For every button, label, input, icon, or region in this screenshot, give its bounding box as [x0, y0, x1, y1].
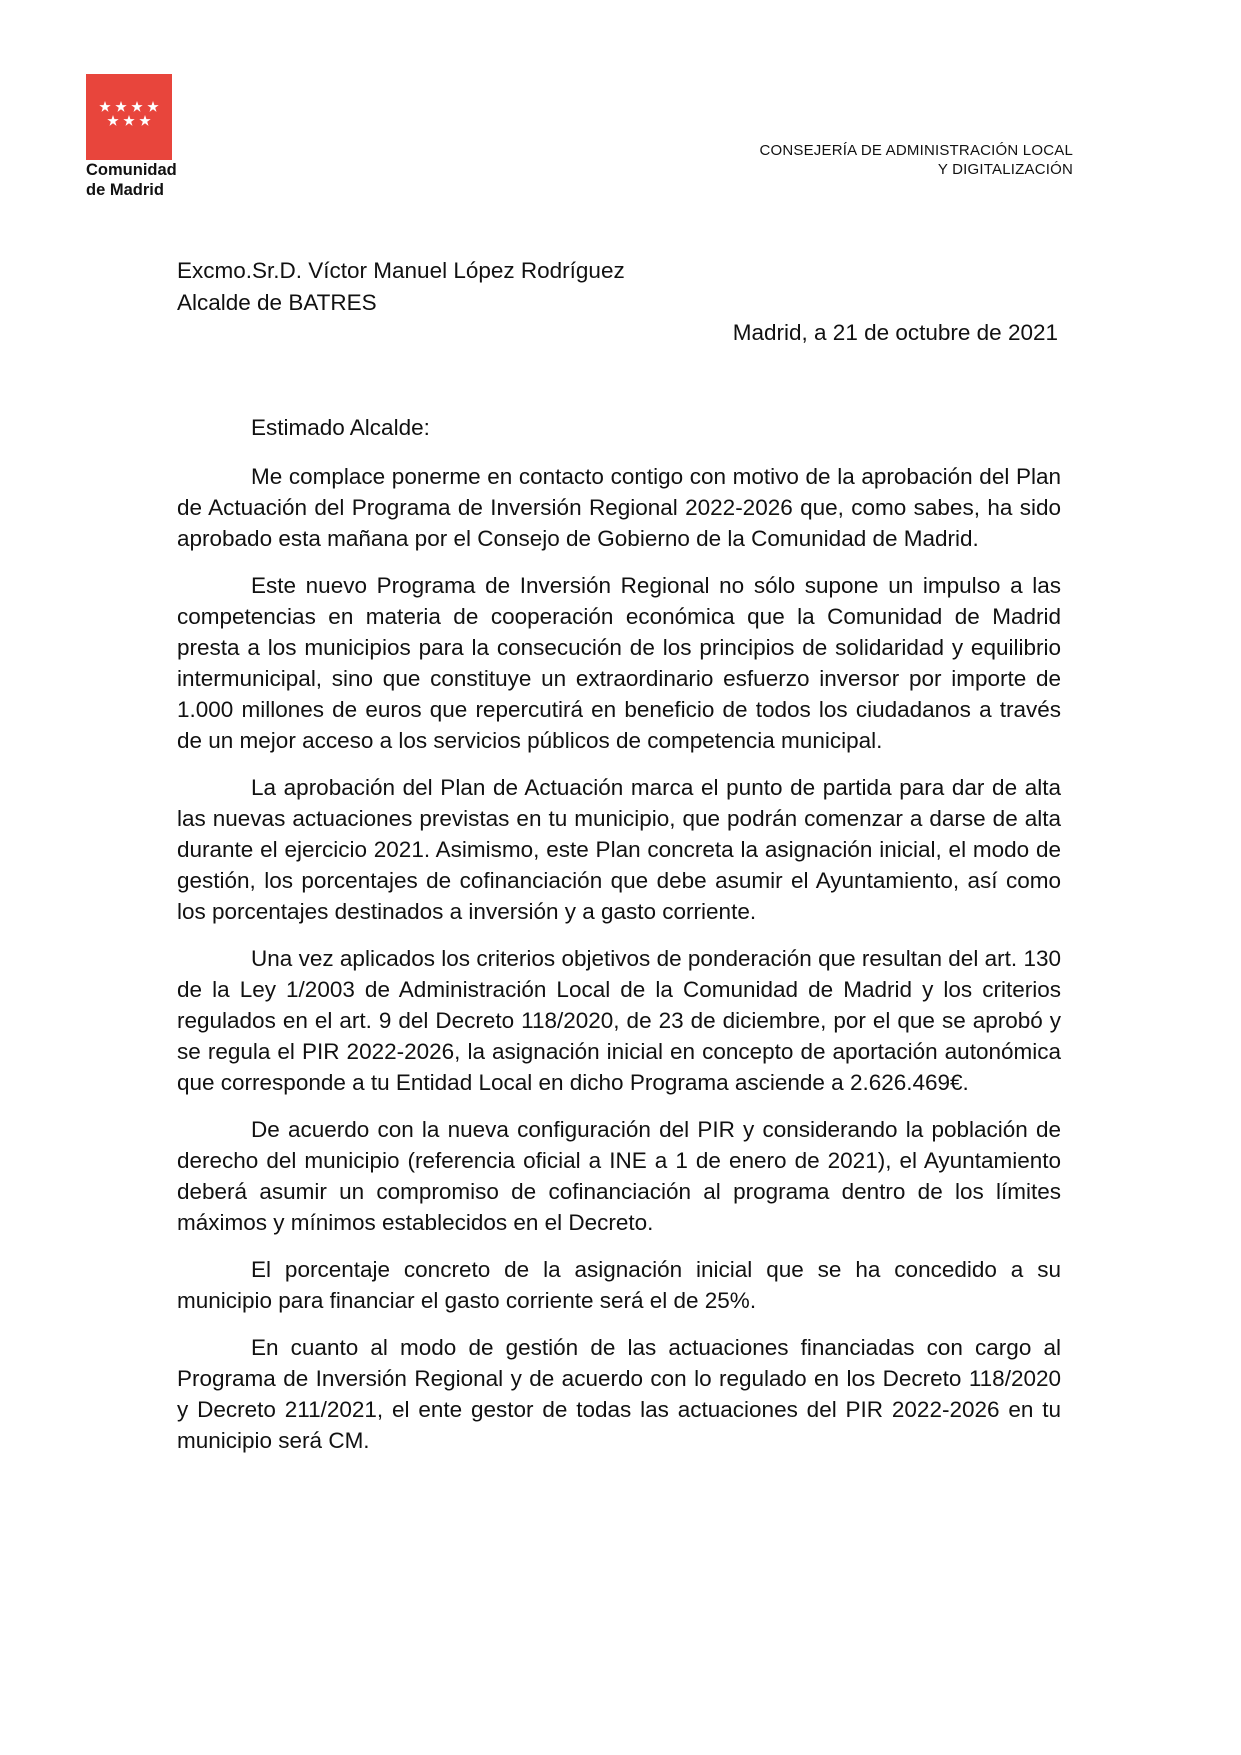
department-header — [759, 141, 1073, 179]
recipient-title: Alcalde de BATRES — [177, 290, 377, 315]
paragraph-2: Este nuevo Programa de Inversión Regional no sólo supone un impulso a las competencias en materia de cooperación económica que la Comunidad de Madrid presta a los municipios para la consecución de los principios de solidaridad y equilibrio intermunicipal, sino que constituye un extraordinario esfuerzo inversor por importe de 1.000 millones de euros que repercutirá en beneficio de todos los ciudadanos a través de un mejor acceso a los servicios públicos de competencia municipal. — [177, 573, 1061, 753]
recipient-block — [177, 255, 625, 319]
paragraph-3: La aprobación del Plan de Actuación marca el punto de partida para dar de alta las nuevas actuaciones previstas en tu municipio, que podrán comenzar a darse de alta durante el ejercicio 2021. Asimismo, este Plan concreta la asignación inicial, el modo de gestión, los porcentajes de cofinanciación que debe asumir el Ayuntamiento, así como los porcentajes destinados a inversión y a gasto corriente. — [177, 775, 1061, 924]
paragraph-4: Una vez aplicados los criterios objetivos de ponderación que resultan del art. 130 de la Ley 1/2003 de Administración Local de la Comunidad de Madrid y los criterios regulados en el art. 9 del Decreto 118/2020, de 23 de diciembre, por el que se aprobó y se regula el PIR 2022-2026, la asignación inicial en concepto de aportación autonómica que corresponde a tu Entidad Local en dicho Programa asciende a 2.626.469€. — [177, 946, 1061, 1095]
recipient-name: Excmo.Sr.D. Víctor Manuel López Rodríguez — [177, 258, 625, 283]
letter-body — [177, 412, 1061, 1472]
department-line-1: CONSEJERÍA DE ADMINISTRACIÓN LOCAL — [759, 142, 1073, 159]
paragraph-7: En cuanto al modo de gestión de las actuaciones financiadas con cargo al Programa de Inversión Regional y de acuerdo con lo regulado en los Decreto 118/2020 y Decreto 211/2021, el ente gestor de todas las actuaciones del PIR 2022-2026 en tu municipio será CM. — [177, 1335, 1061, 1453]
logo-text — [86, 160, 177, 200]
comunidad-de-madrid-logo — [86, 74, 172, 160]
paragraph-5: De acuerdo con la nueva configuración del PIR y considerando la población de derecho del municipio (referencia oficial a INE a 1 de enero de 2021), el Ayuntamiento deberá asumir un compromiso de cofinanciación al programa dentro de los límites máximos y mínimos establecidos en el Decreto. — [177, 1117, 1061, 1235]
stars-emblem-icon — [86, 74, 172, 160]
logo-line-2: de Madrid — [86, 181, 164, 199]
letter-date: Madrid, a 21 de octubre de 2021 — [732, 320, 1058, 345]
paragraph-1: Me complace ponerme en contacto contigo con motivo de la aprobación del Plan de Actuación del Programa de Inversión Regional 2022-2026 que, como sabes, ha sido aprobado esta mañana por el Consejo de Gobierno de la Comunidad de Madrid. — [177, 464, 1061, 551]
logo-line-1: Comunidad — [86, 161, 177, 179]
paragraph-6: El porcentaje concreto de la asignación inicial que se ha concedido a su municipio para financiar el gasto corriente será el de 25%. — [177, 1257, 1061, 1313]
department-line-2: Y DIGITALIZACIÓN — [937, 161, 1073, 178]
greeting: Estimado Alcalde: — [251, 415, 430, 440]
